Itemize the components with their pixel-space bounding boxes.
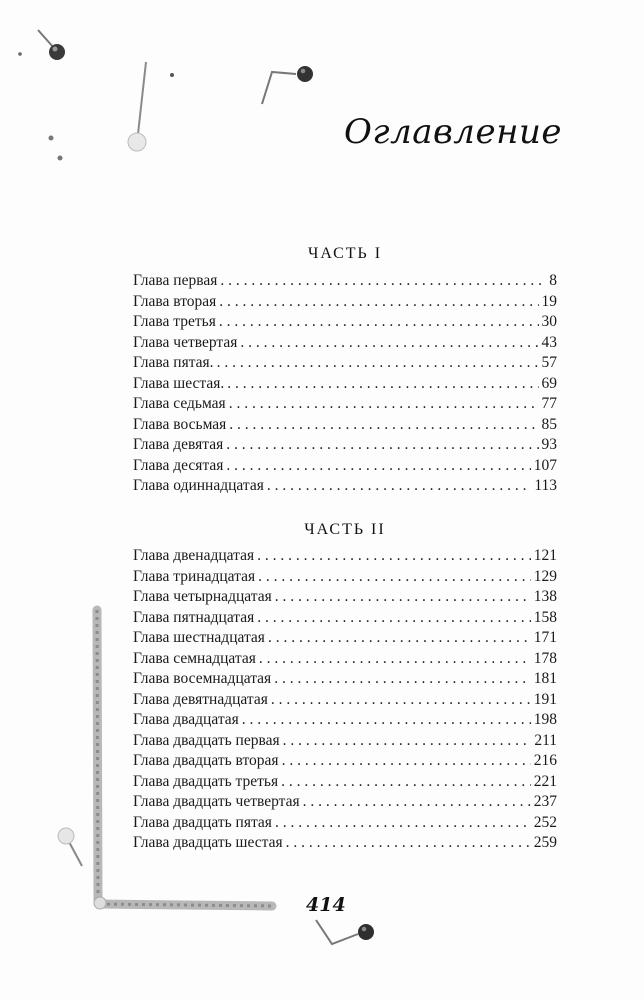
chapter-page-number: 107 [533,456,557,474]
dot-leader [217,354,539,372]
toc-entry [133,477,557,498]
chapter-title: Глава семнадцатая [133,649,256,667]
toc-entry [133,732,557,753]
chapter-page-number: 181 [533,670,557,687]
chapter-title: Глава десятая [133,456,224,474]
chapter-title: Глава двадцатая [133,711,239,728]
chapter-page-number: 252 [533,813,557,831]
chapter-page-number: 216 [533,752,557,769]
toc-entry [133,629,557,650]
toc-entry [133,375,557,396]
chapter-page-number: 8 [549,272,557,289]
toc-entry [133,272,557,293]
chapter-page-number: 77 [541,395,557,412]
toc-entry [133,568,557,589]
dot-leader [226,436,538,454]
dot-icon [49,136,54,141]
chapter-title: Глава одиннадцатая [133,477,264,494]
chapter-page-number: 259 [533,834,557,851]
chapter-page-number: 85 [541,415,557,433]
dot-leader [275,588,531,606]
chapter-page-number: 138 [533,588,557,605]
chapter-title: Глава шестая. [133,374,225,392]
dot-leader [259,650,531,668]
dot-leader [257,547,531,565]
chapter-list [133,547,557,855]
dot-leader [258,568,531,586]
dot-leader [240,334,538,352]
part-title: ЧАСТЬ I [307,245,383,262]
toc-entry [133,814,557,835]
toc-entry [133,773,557,794]
chapter-page-number: 69 [541,374,557,392]
chapter-page-number: 57 [541,354,557,371]
chapter-page-number: 237 [533,793,557,810]
chapter-title: Глава седьмая [133,395,226,412]
chapter-page-number: 30 [541,313,557,330]
dot-leader [229,395,539,413]
pin-icon [58,828,82,866]
chapter-title: Глава девятнадцатая [133,690,268,708]
chapter-page-number: 158 [533,608,557,626]
dot-leader [275,814,531,832]
chapter-title: Глава двадцать шестая [133,834,283,851]
chapter-page-number: 191 [533,690,557,708]
dot-leader [274,670,531,688]
chapter-title: Глава пятая. [133,354,214,371]
chapter-page-number: 93 [541,436,557,453]
chapter-title: Глава двадцать вторая [133,752,279,769]
dot-leader [283,732,532,750]
toc-entry [133,457,557,478]
toc-entry [133,670,557,691]
chapter-page-number: 221 [533,772,557,790]
chapter-title: Глава двадцать пятая [133,813,272,831]
chapter-title: Глава вторая [133,292,217,310]
chapter-title: Глава двадцать первая [133,731,280,749]
page-title: Оглавление [344,112,562,152]
dot-leader [257,609,530,627]
page-number: 414 [306,894,346,916]
toc-entry [133,293,557,314]
dot-leader [229,416,538,434]
dot-icon [170,73,174,77]
chapter-title: Глава пятнадцатая [133,608,255,626]
toc-entry [133,436,557,457]
dot-leader [267,477,531,495]
toc-entry [133,834,557,855]
dot-leader [282,752,531,770]
toc-entry [133,711,557,732]
dot-leader [220,272,546,290]
dot-leader [303,793,531,811]
chapter-title: Глава четырнадцатая [133,588,272,605]
chapter-list [133,272,557,498]
pin-icon [262,66,313,104]
toc-entry [133,609,557,630]
chapter-page-number: 113 [534,477,557,494]
toc-entry [133,588,557,609]
toc-entry [133,354,557,375]
dot-leader [227,375,538,393]
chapter-page-number: 121 [533,547,557,564]
toc-entry [133,313,557,334]
chapter-title: Глава двадцать третья [133,772,279,790]
toc-entry [133,650,557,671]
toc-entry [133,395,557,416]
chapter-title: Глава девятая [133,436,224,453]
dot-leader [242,711,531,729]
toc-entry [133,752,557,773]
pin-icon [316,920,374,944]
toc-entry [133,547,557,568]
dot-leader [281,773,531,791]
dot-leader [286,834,531,852]
pin-icon [38,30,65,60]
pin-icon [128,62,146,151]
chapter-page-number: 43 [541,333,557,351]
chapter-title: Глава шестнадцатая [133,629,265,646]
dot-leader [271,691,531,709]
dot-leader [268,629,531,647]
chapter-title: Глава восьмая [133,415,227,433]
chapter-title: Глава четвертая [133,333,238,351]
toc-entry [133,691,557,712]
dot-leader [219,313,539,331]
chapter-title: Глава третья [133,313,216,330]
chapter-page-number: 19 [541,292,557,310]
chapter-title: Глава тринадцатая [133,567,256,585]
chapter-page-number: 211 [534,731,557,749]
toc-entry [133,416,557,437]
chapter-title: Глава двадцать четвертая [133,793,300,810]
chapter-title: Глава восемнадцатая [133,670,272,687]
dot-leader [219,293,538,311]
toc-entry [133,793,557,814]
toc-entry [133,334,557,355]
dot-leader [226,457,530,475]
chapter-page-number: 129 [533,567,557,585]
chapter-title: Глава двенадцатая [133,547,255,564]
dot-icon [58,156,63,161]
chapter-title: Глава первая [133,272,218,289]
dot-icon [18,52,22,56]
chapter-page-number: 178 [533,649,557,667]
chapter-page-number: 171 [533,629,557,646]
chapter-page-number: 198 [533,711,557,728]
part-title: ЧАСТЬ II [304,521,386,538]
